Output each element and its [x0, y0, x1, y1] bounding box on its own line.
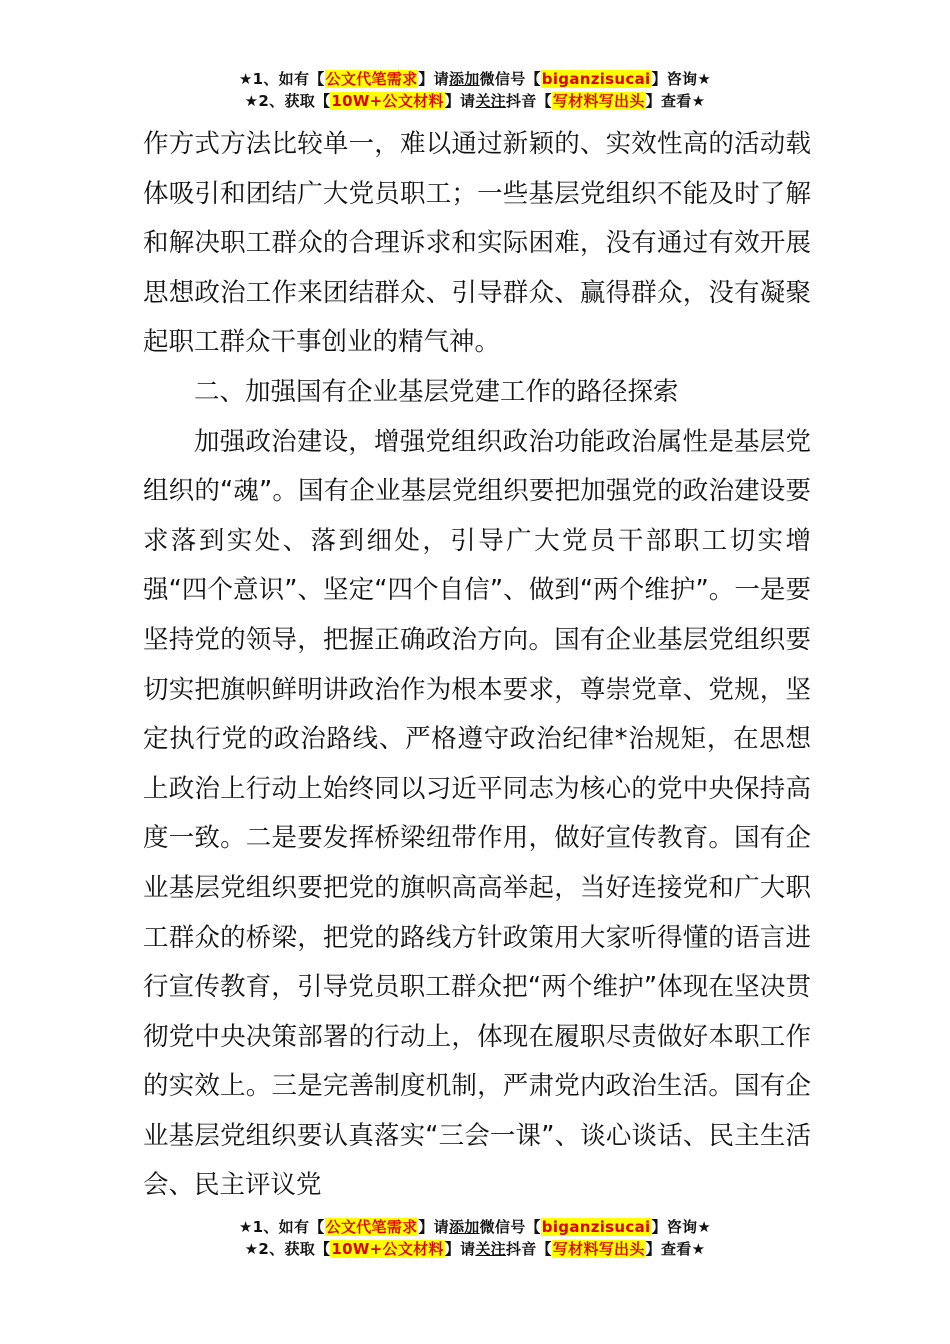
banner-text: 抖音【 — [505, 1240, 552, 1258]
banner-highlight: 写材料写出头 — [552, 1240, 645, 1258]
banner-highlight: biganzisucai — [541, 1218, 651, 1236]
banner-highlight: biganzisucai — [541, 70, 651, 88]
banner-underlined: 添加 — [448, 70, 480, 88]
header-banner — [0, 68, 950, 112]
banner-highlight: 公文代笔需求 — [325, 1218, 418, 1236]
banner-text: ★2、获取【 — [244, 92, 331, 110]
banner-underlined: 关注 — [475, 1240, 506, 1258]
banner-highlight: 公文代笔需求 — [325, 70, 418, 88]
banner-highlight: 10W+公文材料 — [331, 92, 444, 110]
footer-banner — [0, 1216, 950, 1260]
banner-text: 】查看★ — [645, 92, 706, 110]
banner-text: 微信号【 — [479, 70, 541, 88]
banner-text: 】请 — [444, 92, 476, 110]
banner-underlined: 添加 — [448, 1218, 480, 1236]
banner-text: ★1、如有【 — [238, 1218, 325, 1236]
section-heading: 二、加强国有企业基层党建工作的路径探索 — [194, 376, 679, 407]
banner-text: ★1、如有【 — [238, 70, 325, 88]
banner-underlined: 关注 — [475, 92, 506, 110]
banner-text: 】查看★ — [645, 1240, 706, 1258]
banner-highlight: 写材料写出头 — [552, 92, 645, 110]
document-body — [143, 120, 811, 1211]
banner-text: 】咨询★ — [651, 1218, 712, 1236]
banner-highlight: 10W+公文材料 — [331, 1240, 444, 1258]
banner-text: 微信号【 — [479, 1218, 541, 1236]
banner-line-2 — [0, 90, 950, 112]
banner-text: 】咨询★ — [651, 70, 712, 88]
banner-line-1 — [0, 1216, 950, 1238]
paragraph-continuation: 作方式方法比较单一，难以通过新颖的、实效性高的活动载体吸引和团结广大党员职工；一些基层党组织不能及时了解和解决职工群众的合理诉求和实际困难，没有通过有效开展思想政治工作来团结群众、引导群众、赢得群众，没有凝聚起职工群众干事创业的精气神。 — [143, 129, 811, 358]
banner-line-1 — [0, 68, 950, 90]
banner-line-2 — [0, 1238, 950, 1260]
banner-text: 抖音【 — [505, 92, 552, 110]
banner-text: 】请 — [418, 70, 449, 88]
paragraph: 加强政治建设，增强党组织政治功能政治属性是基层党组织的“魂”。国有企业基层党组织要把加强党的政治建设要求落到实处、落到细处，引导广大党员干部职工切实增强“四个意识”、坚定“四个自信”、做到“两个维护”。一是要坚持党的领导，把握正确政治方向。国有企业基层党组织要切实把旗帜鲜明讲政治作为根本要求，尊崇党章、党规，坚定执行党的政治路线、严格遵守政治纪律*治规矩，在思想上政治上行动上始终同以习近平同志为核心的党中央保持高度一致。二是要发挥桥梁纽带作用，做好宣传教育。国有企业基层党组织要把党的旗帜高高举起，当好连接党和广大职工群众的桥梁，把党的路线方针政策用大家听得懂的语言进行宣传教育，引导党员职工群众把“两个维护”体现在坚决贯彻党中央决策部署的行动上，体现在履职尽责做好本职工作的实效上。三是完善制度机制，严肃党内政治生活。国有企业基层党组织要认真落实“三会一课”、谈心谈话、民主生活会、民主评议党 — [143, 426, 811, 1201]
banner-text: ★2、获取【 — [244, 1240, 331, 1258]
banner-text: 】请 — [444, 1240, 476, 1258]
banner-text: 】请 — [418, 1218, 449, 1236]
